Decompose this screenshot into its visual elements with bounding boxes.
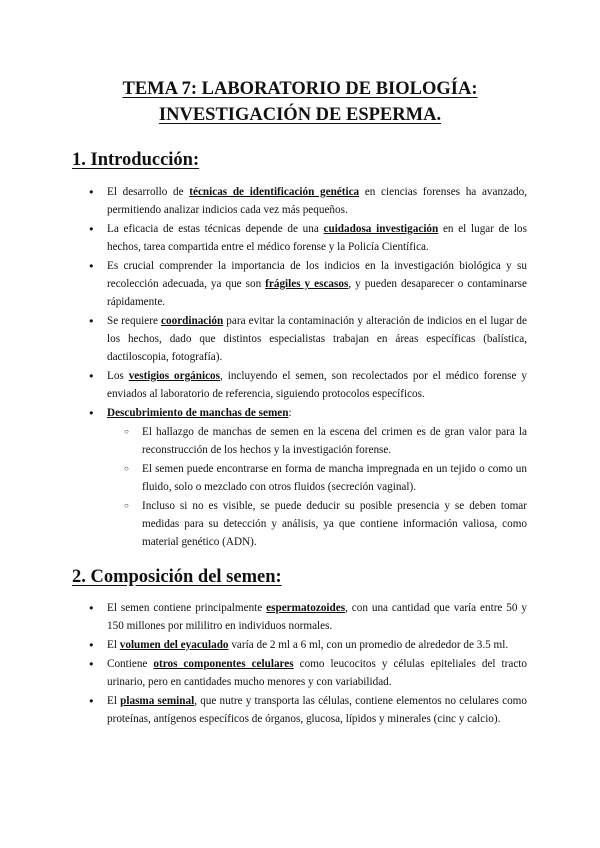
title-line-2: INVESTIGACIÓN DE ESPERMA.: [158, 105, 442, 125]
list-item: ● El semen contiene principalmente espermatozoides, con una cantidad que varía entre 50 y 150 millones por mililitro en individuos normales.: [90, 599, 527, 635]
section-1-heading: 1. Introducción:: [72, 150, 200, 170]
key-term: espermatozoides: [266, 602, 346, 614]
list-item: ● Se requiere coordinación para evitar la contaminación y alteración de indicios en el lugar de los hechos, dado que distintos especialistas trabajan en áreas específicas (balística, dactiloscopia, fotografía).: [90, 312, 527, 367]
section-2-list: [90, 599, 527, 728]
key-term: volumen del eyaculado: [119, 638, 229, 651]
list-item: ● El desarrollo de técnicas de identificación genética en ciencias forenses ha avanzado, permitiendo analizar indicios cada vez más pequeños.: [90, 183, 527, 219]
title-line-1: TEMA 7: LABORATORIO DE BIOLOGÍA:: [122, 79, 478, 99]
list-item: ● Contiene otros componentes celulares como leucocitos y células epiteliales del tracto urinario, pero en cantidades mucho menores y con variabilidad.: [90, 655, 527, 691]
discovery-sublist: [125, 423, 527, 551]
discovery-label: Descubrimiento de manchas de semen: [107, 406, 289, 419]
key-term: plasma seminal: [120, 694, 195, 707]
document-title: [60, 76, 540, 128]
sub-list-item: ○ El semen puede encontrarse en forma de mancha impregnada en un tejido o como un fluido, solo o mezclado con otros fluidos (secreción vaginal).: [125, 460, 527, 496]
list-item: ● Es crucial comprender la importancia de los indicios en la investigación biológica y su recolección adecuada, ya que son frágiles y escasos, y pueden desaparecer o contaminarse rápidamente.: [90, 257, 527, 312]
key-term: cuidadosa investigación: [323, 222, 439, 235]
list-item: ● Los vestigios orgánicos, incluyendo el semen, son recolectados por el médico forense y enviados al laboratorio de referencia, siguiendo protocolos específicos.: [90, 367, 527, 403]
key-term: otros componentes celulares: [153, 657, 294, 670]
list-item: ● El plasma seminal, que nutre y transporta las células, contiene elementos no celulares como proteínas, antígenos específicos de órganos, glucosa, lípidos y minerales (cinc y calcio).: [90, 692, 527, 728]
section-1-list: [90, 183, 527, 552]
sub-list-item: ○ El hallazgo de manchas de semen en la escena del crimen es de gran valor para la reconstrucción de los hechos y la investigación forense.: [125, 423, 527, 459]
sub-list-item: ○ Incluso si no es visible, se puede deducir su posible presencia y se deben tomar medidas para su detección y análisis, ya que contiene información valiosa, como material genético (ADN).: [125, 497, 527, 552]
list-item-discovery: ● Descubrimiento de manchas de semen: ○ El hallazgo de manchas de semen en la escena del crimen es de gran valor para la reconstrucción de los hechos y la investigación forense. ○ El semen puede encontrarse en forma de mancha impregnada en un tejido o como un fluido, solo o mezclado con otros fluidos (secreción vaginal). ○ Incluso si no es visible, se puede deducir su posible presencia y se deben tomar medidas para su detección y análisis, ya que contiene información valiosa, como material genético (ADN).: [90, 404, 527, 552]
list-item: ● La eficacia de estas técnicas depende de una cuidadosa investigación en el lugar de los hechos, tarea compartida entre el médico forense y la Policía Científica.: [90, 220, 527, 256]
key-term: técnicas de identificación genética: [189, 186, 360, 198]
list-item: ● El volumen del eyaculado varía de 2 ml a 6 ml, con un promedio de alrededor de 3.5 ml.: [90, 636, 527, 654]
key-term: vestigios orgánicos: [128, 370, 221, 383]
key-term: frágiles y escasos: [265, 278, 349, 291]
key-term: coordinación: [161, 314, 224, 327]
section-2-heading: 2. Composición del semen:: [72, 567, 282, 587]
